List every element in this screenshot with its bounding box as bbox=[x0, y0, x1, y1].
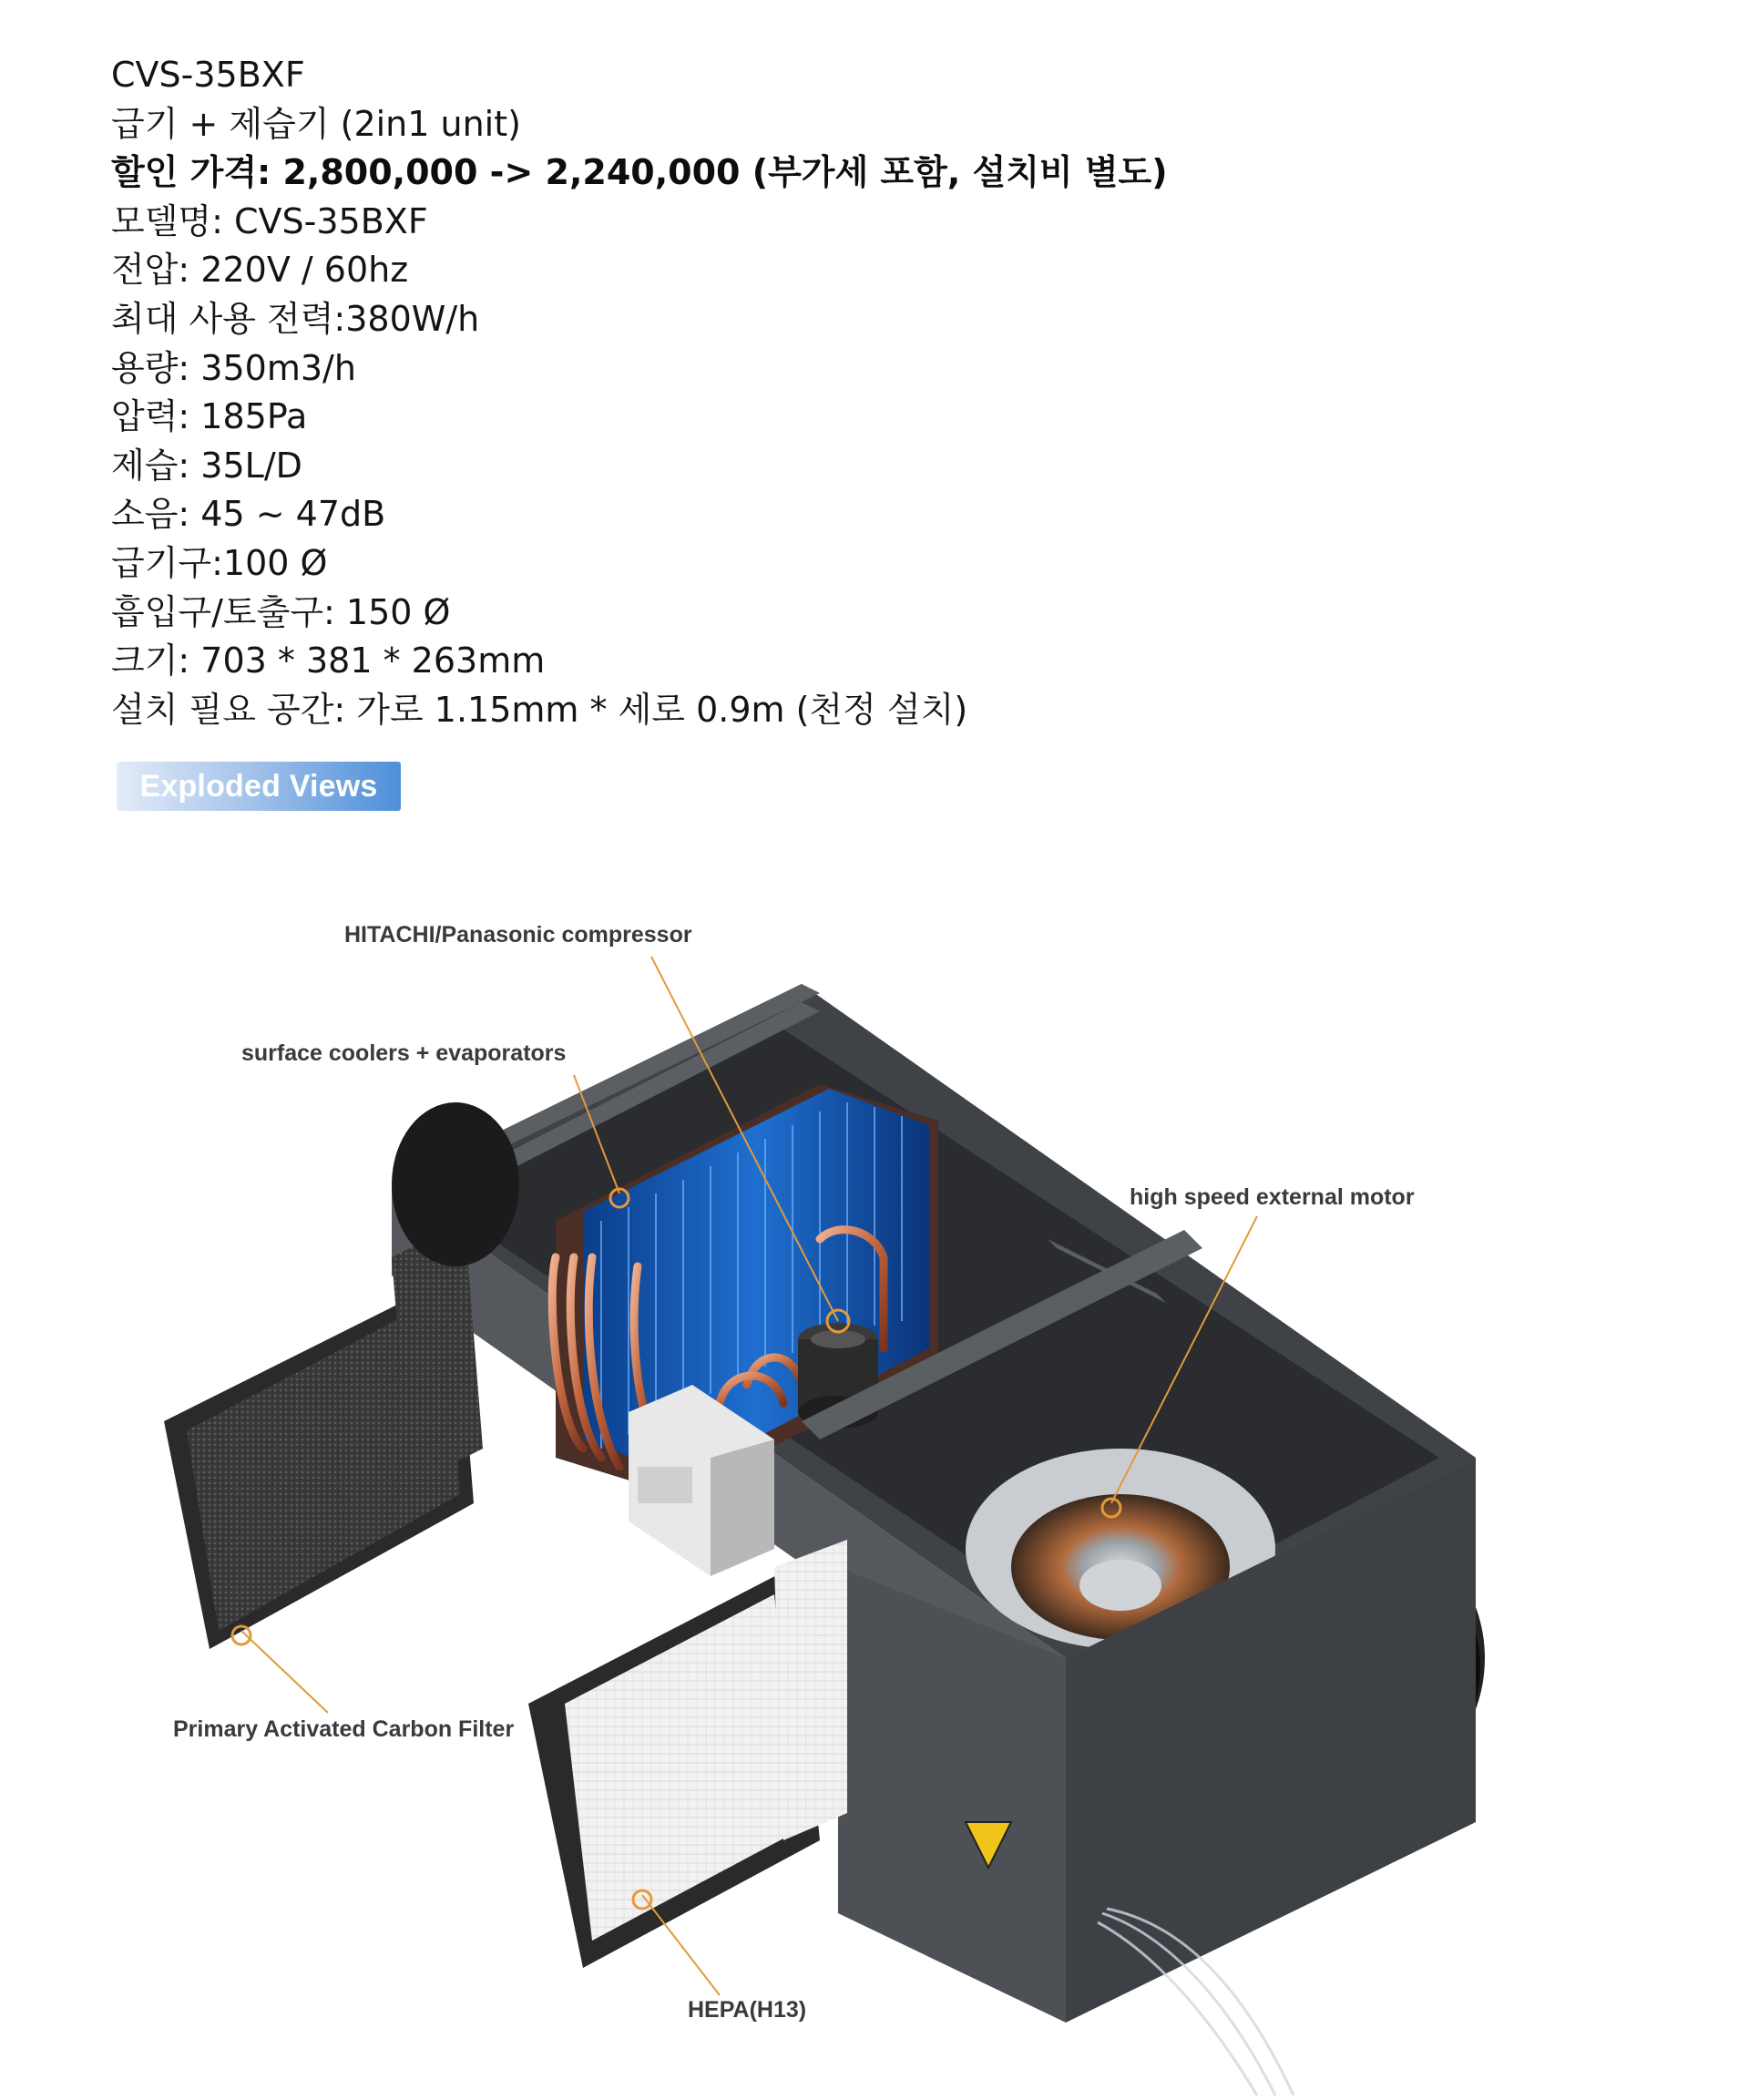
side-duct bbox=[392, 1102, 519, 1266]
callout-coolers: surface coolers + evaporators bbox=[241, 1040, 567, 1066]
hepa-filter-door bbox=[528, 1540, 847, 1968]
model-title: CVS-35BXF bbox=[111, 55, 305, 95]
callout-motor: high speed external motor bbox=[1130, 1184, 1415, 1210]
spec-list bbox=[111, 51, 1660, 734]
spec-size: 크기: 703 * 381 * 263mm bbox=[111, 640, 546, 681]
carbon-filter-door bbox=[164, 1221, 483, 1649]
callout-hepa: HEPA(H13) bbox=[688, 1997, 807, 2023]
callout-compressor: HITACHI/Panasonic compressor bbox=[344, 922, 692, 948]
discount-price: 할인 가격: 2,800,000 -> 2,240,000 (부가세 포함, 설치비 별도) bbox=[111, 152, 1168, 193]
spec-dehumidify: 제습: 35L/D bbox=[111, 445, 302, 486]
spec-voltage: 전압: 220V / 60hz bbox=[111, 250, 409, 291]
exploded-view-diagram bbox=[0, 875, 1749, 2100]
spec-supply-port: 급기구:100 Ø bbox=[111, 542, 328, 583]
spec-inlet-outlet: 흡입구/토출구: 150 Ø bbox=[111, 591, 451, 632]
callout-carbon-filter: Primary Activated Carbon Filter bbox=[173, 1716, 515, 1742]
spec-pressure: 압력: 185Pa bbox=[111, 396, 308, 437]
spec-noise: 소음: 45 ~ 47dB bbox=[111, 494, 386, 535]
spec-max-power: 최대 사용 전력:380W/h bbox=[111, 298, 480, 339]
spec-install-space: 설치 필요 공간: 가로 1.15mm * 세로 0.9m (천정 설치) bbox=[111, 689, 968, 730]
exploded-views-badge: Exploded Views bbox=[117, 762, 401, 811]
spec-model-name: 모델명: CVS-35BXF bbox=[111, 200, 428, 241]
product-type: 급기 + 제습기 (2in1 unit) bbox=[111, 103, 521, 144]
spec-capacity: 용량: 350m3/h bbox=[111, 347, 356, 388]
